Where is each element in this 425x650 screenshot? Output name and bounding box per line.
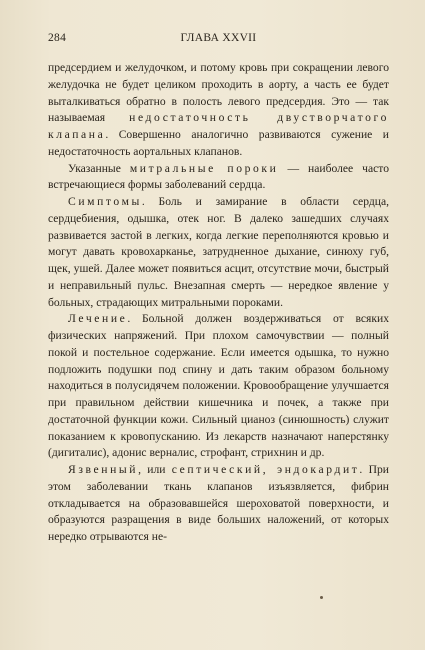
spaced-term: недостаточность двустворчатого клапана [48,111,389,141]
running-header [48,32,389,48]
spaced-term: Язвенный [68,463,139,476]
text-run: . Боль и замирание в области сердца, сердцебиения, одышка, отек ног. В далеко зашедших случаях развивается застой в легких, когда легкие переполняются кровью и могут давать кровохарканье, затрудненное дыхание, синюху губ, щек, ушей. Далее может появиться асцит, отсутствие мочи, быстрый и неправильный пульс. Внезапная смерть — нередкое явление у больных, страдающих митральными пороками. [48,195,389,309]
text-run: . При этом заболевании ткань клапанов изъязвляется, фибрин откладывается на образовавшейся шероховатой поверхности, и образуются разращения в виде больших наложений, от которых нередко отрываются не- [48,463,389,543]
paragraph [48,194,389,311]
spaced-term: Лечение [68,312,128,326]
spaced-term: септический, эндокардит [171,463,360,476]
text-run: предсердием и желудочком, и потому кровь при сокращении левого желудочка не будет целиком проходить в аорту, а часть ее будет выталкиваться обратно в полость левого предсердия. Это — так называемая [48,61,389,125]
spaced-term: Симптомы [68,195,142,208]
paragraph [48,60,389,161]
page-body [48,60,389,546]
text-run: , или [138,463,172,476]
chapter-title: ГЛАВА XXVII [180,32,257,44]
paragraph [48,311,389,462]
paragraph [48,161,389,195]
paragraph [48,462,389,546]
text-run: — наиболее часто встречающиеся формы заболеваний сердца. [48,161,389,192]
text-run: . Совершенно аналогично развиваются сужение и недостаточность аортальных клапанов. [48,128,389,158]
text-run: . Больной должен воздерживаться от всяких физических напряжений. При плохом самочувствии — полный покой и постельное содержание. Если имеется одышка, то нужно подложить подушки под спину и дать таким образом больному находиться в полусидячем положении. Кровообращение улучшается при правильном действии кишечника и почек, а также при достаточной функции кожи. Сильный цианоз (синюшность) служит показанием к кровопусканию. Из лекарств назначают наперстянку (дигиталис), адонис верналис, строфант, стрихнин и др. [48,312,389,460]
text-run: Указанные [68,161,130,175]
spaced-term: митральные пороки [129,161,279,175]
print-speck [320,596,323,599]
page-number: 284 [48,32,67,44]
